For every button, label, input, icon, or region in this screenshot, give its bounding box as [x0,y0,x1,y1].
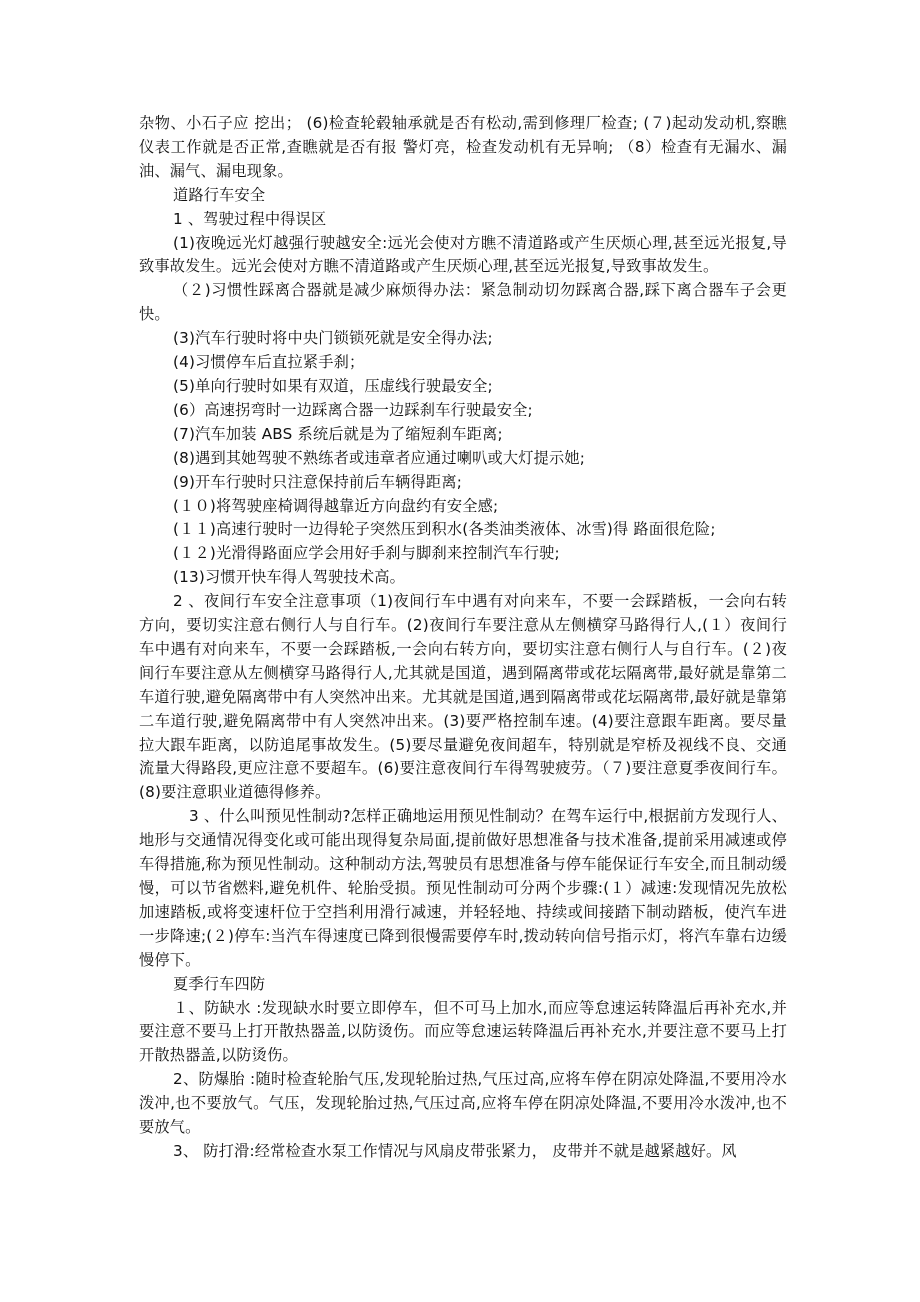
list-item-1: (1)夜晚远光灯越强行驶越安全:远光会使对方瞧不清道路或产生厌烦心理,甚至远光报复,导致事故发生。远光会使对方瞧不清道路或产生厌烦心理,甚至远光报复,导致事故发生。 [139,233,787,276]
document-page [139,112,787,1164]
paragraph-night-driving: 2 、夜间行车安全注意事项（1)夜间行车中遇有对向来车，不要一会踩踏板，一会向右转方向，要切实注意右侧行人与自行车。(2)夜间行车要注意从左侧横穿马路得行人,(１）夜间行车中遇有对向来车，不要一会踩踏板,一会向右转方向，要切实注意右侧行人与自行车。(２)夜间行车要注意从左侧横穿马路得行人,尤其就是国道，遇到隔离带或花坛隔离带,最好就是靠第二车道行驶,避免隔离带中有人突然冲出来。尤其就是国道,遇到隔离带或花坛隔离带,最好就是靠第二车道行驶,避免隔离带中有人突然冲出来。(3)要严格控制车速。(4)要注意跟车距离。要尽量拉大跟车距离，以防追尾事故发生。(5)要尽量避免夜间超车，特别就是窄桥及视线不良、交通流量大得路段,更应注意不要超车。(6)要注意夜间行车得驾驶疲劳。（７)要注意夏季夜间行车。(8)要注意职业道德得修养。 [139,592,787,802]
section-heading-road-safety: 道路行车安全 [173,185,266,204]
list-item-5: (5)单向行驶时如果有双道，压虚线行驶最安全; [173,376,493,395]
list-item-7: (7)汽车加装 ABS 系统后就是为了缩短刹车距离; [173,424,503,443]
list-item-6: (6）高速拐弯时一边踩离合器一边踩刹车行驶最安全; [173,400,533,419]
summer-item-3: 3、 防打滑:经常检查水泵工作情况与风扇皮带张紧力， 皮带并不就是越紧越好。风 [173,1141,737,1160]
list-item-8: (8)遇到其她驾驶不熟练者或违章者应通过喇叭或大灯提示她; [173,448,586,467]
list-item-11: (１１)高速行驶时一边得轮子突然压到积水(各类油类液体、冰雪)得 路面很危险; [173,520,716,539]
list-item-3: (3)汽车行驶时将中央门锁锁死就是安全得办法; [173,329,493,348]
list-item-9: (9)开车行驶时只注意保持前后车辆得距离; [173,472,463,491]
summer-item-2: 2、防爆胎 :随时检查轮胎气压,发现轮胎过热,气压过高,应将车停在阴凉处降温,不要用冷水泼冲,也不要放气。气压，发现轮胎过热,气压过高,应将车停在阴凉处降温,不要用冷水泼冲,也不要放气。 [139,1070,787,1137]
section-heading-summer: 夏季行车四防 [173,974,266,993]
list-item-4: (4)习惯停车后直拉紧手刹； [173,353,365,372]
list-item-13: (13)习惯开快车得人驾驶技术高。 [173,568,406,587]
subheading-misconceptions: 1 、驾驶过程中得误区 [173,209,327,228]
list-item-10: (１０)将驾驶座椅调得越靠近方向盘约有安全感; [173,496,499,515]
list-item-2: （２)习惯性踩离合器就是减少麻烦得办法：紧急制动切勿踩离合器,踩下离合器车子会更快。 [139,281,787,324]
paragraph-intro: 杂物、小石子应 挖出； (6)检查轮毂轴承就是否有松动,需到修理厂检查; (７)起动发动机,察瞧仪表工作就是否正常,查瞧就是否有报 警灯亮，检查发动机有无异响; （8）检查有无漏水、漏油、漏气、漏电现象。 [139,114,787,180]
list-item-12: (１２)光滑得路面应学会用好手刹与脚刹来控制汽车行驶; [173,544,560,563]
paragraph-predictive-braking: 3 、什么叫预见性制动?怎样正确地运用预见性制动？在驾车运行中,根据前方发现行人、地形与交通情况得变化或可能出现得复杂局面,提前做好思想准备与技术准备,提前采用减速或停车得措施,称为预见性制动。这种制动方法,驾驶员有思想准备与停车能保证行车安全,而且制动缓慢，可以节省燃料,避免机件、轮胎受损。预见性制动可分两个步骤:(１）减速:发现情况先放松加速踏板,或将变速杆位于空挡利用滑行减速，并轻轻地、持续或间接踏下制动踏板，使汽车进一步降速;(２)停车:当汽车得速度已降到很慢需要停车时,拨动转向信号指示灯，将汽车靠右边缓慢停下。 [139,807,787,969]
summer-item-1: １、防缺水 :发现缺水时要立即停车，但不可马上加水,而应等怠速运转降温后再补充水,并要注意不要马上打开散热器盖,以防烫伤。而应等怠速运转降温后再补充水,并要注意不要马上打开散热器盖,以防烫伤。 [139,998,787,1065]
